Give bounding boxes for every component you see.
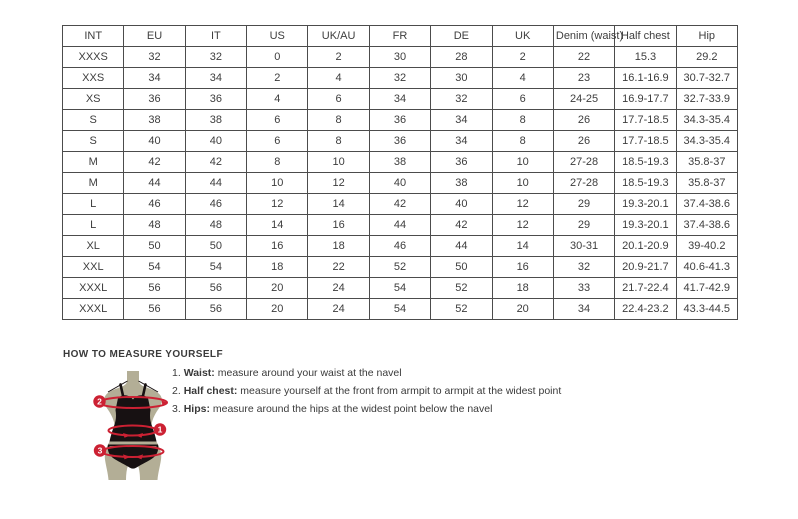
table-cell: 4 xyxy=(247,89,308,110)
table-cell: 27-28 xyxy=(553,173,614,194)
table-cell: 16.9-17.7 xyxy=(615,89,676,110)
measurement-figure xyxy=(84,371,184,483)
size-table-head xyxy=(63,26,738,47)
table-cell: 41.7-42.9 xyxy=(676,278,737,299)
table-cell: 6 xyxy=(492,89,553,110)
column-header: IT xyxy=(185,26,246,47)
table-header-row xyxy=(63,26,738,47)
column-header: FR xyxy=(369,26,430,47)
table-cell: 24 xyxy=(308,278,369,299)
table-cell: 34 xyxy=(431,131,492,152)
table-cell: 34 xyxy=(431,110,492,131)
measure-step xyxy=(172,368,561,379)
table-cell: 40 xyxy=(369,173,430,194)
table-cell: 30.7-32.7 xyxy=(676,68,737,89)
size-table-body xyxy=(63,47,738,320)
table-cell: S xyxy=(63,110,124,131)
table-cell: 36 xyxy=(185,89,246,110)
table-cell: 36 xyxy=(124,89,185,110)
mannequin-illustration xyxy=(84,371,184,483)
table-cell: 2 xyxy=(247,68,308,89)
table-row xyxy=(63,110,738,131)
table-cell: XXL xyxy=(63,257,124,278)
table-row xyxy=(63,152,738,173)
column-header: UK/AU xyxy=(308,26,369,47)
table-cell: 22.4-23.2 xyxy=(615,299,676,320)
step-number: 1. xyxy=(172,367,184,379)
table-cell: XL xyxy=(63,236,124,257)
table-cell: 38 xyxy=(369,152,430,173)
table-cell: 54 xyxy=(124,257,185,278)
table-cell: XS xyxy=(63,89,124,110)
table-cell: 16 xyxy=(492,257,553,278)
table-cell: 2 xyxy=(492,47,553,68)
table-cell: 33 xyxy=(553,278,614,299)
table-cell: 54 xyxy=(369,278,430,299)
table-cell: 32 xyxy=(185,47,246,68)
table-cell: 40.6-41.3 xyxy=(676,257,737,278)
table-cell: 32 xyxy=(553,257,614,278)
table-cell: 6 xyxy=(247,131,308,152)
table-cell: 10 xyxy=(492,173,553,194)
table-cell: 28 xyxy=(431,47,492,68)
table-cell: 48 xyxy=(124,215,185,236)
hips-badge-number: 3 xyxy=(97,445,103,456)
table-cell: 16 xyxy=(247,236,308,257)
table-cell: 34.3-35.4 xyxy=(676,131,737,152)
table-cell: 50 xyxy=(431,257,492,278)
table-cell: 14 xyxy=(247,215,308,236)
table-cell: 8 xyxy=(308,131,369,152)
table-cell: 20.1-20.9 xyxy=(615,236,676,257)
table-cell: 34 xyxy=(553,299,614,320)
table-cell: 30 xyxy=(431,68,492,89)
chest-badge xyxy=(93,395,105,407)
table-cell: 37.4-38.6 xyxy=(676,194,737,215)
column-header: UK xyxy=(492,26,553,47)
table-cell: 29 xyxy=(553,215,614,236)
table-cell: 38 xyxy=(185,110,246,131)
table-cell: 34.3-35.4 xyxy=(676,110,737,131)
table-cell: 17.7-18.5 xyxy=(615,131,676,152)
waist-badge xyxy=(154,423,166,435)
table-cell: 27-28 xyxy=(553,152,614,173)
measure-step xyxy=(172,386,561,397)
column-header: Hip xyxy=(676,26,737,47)
table-row xyxy=(63,299,738,320)
table-cell: 52 xyxy=(431,299,492,320)
table-cell: 20 xyxy=(492,299,553,320)
table-cell: 40 xyxy=(124,131,185,152)
column-header: INT xyxy=(63,26,124,47)
table-cell: 22 xyxy=(308,257,369,278)
table-cell: 35.8-37 xyxy=(676,152,737,173)
table-cell: 2 xyxy=(308,47,369,68)
table-cell: 29 xyxy=(553,194,614,215)
table-cell: M xyxy=(63,152,124,173)
table-cell: 18 xyxy=(492,278,553,299)
table-cell: 29.2 xyxy=(676,47,737,68)
table-cell: 0 xyxy=(247,47,308,68)
table-cell: 26 xyxy=(553,110,614,131)
table-cell: XXXL xyxy=(63,299,124,320)
table-cell: 14 xyxy=(492,236,553,257)
table-cell: 52 xyxy=(369,257,430,278)
table-cell: 12 xyxy=(492,194,553,215)
table-row xyxy=(63,89,738,110)
table-cell: 40 xyxy=(185,131,246,152)
step-label: Half chest: xyxy=(183,385,238,397)
table-cell: 8 xyxy=(492,131,553,152)
step-number: 2. xyxy=(172,385,184,397)
table-cell: 56 xyxy=(185,299,246,320)
table-cell: 23 xyxy=(553,68,614,89)
table-cell: 32 xyxy=(431,89,492,110)
table-cell: 56 xyxy=(124,299,185,320)
table-row xyxy=(63,173,738,194)
table-cell: 52 xyxy=(431,278,492,299)
table-cell: 44 xyxy=(369,215,430,236)
table-cell: 56 xyxy=(185,278,246,299)
table-cell: 46 xyxy=(124,194,185,215)
table-cell: 18.5-19.3 xyxy=(615,152,676,173)
measure-step xyxy=(172,404,561,415)
waist-badge-number: 1 xyxy=(157,424,163,435)
table-cell: 34 xyxy=(369,89,430,110)
table-cell: 20 xyxy=(247,278,308,299)
table-cell: XXS xyxy=(63,68,124,89)
table-cell: XXXS xyxy=(63,47,124,68)
how-to-measure-title: HOW TO MEASURE YOURSELF xyxy=(63,349,223,360)
table-cell: 42 xyxy=(185,152,246,173)
table-row xyxy=(63,68,738,89)
table-cell: 40 xyxy=(431,194,492,215)
table-cell: 39-40.2 xyxy=(676,236,737,257)
table-cell: 32 xyxy=(124,47,185,68)
column-header: Half chest xyxy=(615,26,676,47)
table-cell: 34 xyxy=(185,68,246,89)
table-row xyxy=(63,194,738,215)
table-cell: 8 xyxy=(492,110,553,131)
table-cell: 15.3 xyxy=(615,47,676,68)
table-cell: 32.7-33.9 xyxy=(676,89,737,110)
table-cell: L xyxy=(63,194,124,215)
table-cell: 12 xyxy=(492,215,553,236)
table-cell: M xyxy=(63,173,124,194)
table-cell: 10 xyxy=(308,152,369,173)
table-cell: 42 xyxy=(369,194,430,215)
table-row xyxy=(63,236,738,257)
table-cell: 37.4-38.6 xyxy=(676,215,737,236)
table-cell: 19.3-20.1 xyxy=(615,194,676,215)
table-cell: 44 xyxy=(185,173,246,194)
measure-steps-list xyxy=(172,368,561,422)
step-label: Waist: xyxy=(183,367,215,379)
table-cell: 12 xyxy=(247,194,308,215)
table-cell: 54 xyxy=(185,257,246,278)
chest-badge-number: 2 xyxy=(97,396,102,407)
table-cell: 4 xyxy=(308,68,369,89)
table-cell: 18.5-19.3 xyxy=(615,173,676,194)
table-cell: 26 xyxy=(553,131,614,152)
size-chart-table xyxy=(62,25,738,320)
table-cell: 36 xyxy=(369,110,430,131)
table-cell: XXXL xyxy=(63,278,124,299)
table-cell: 42 xyxy=(124,152,185,173)
step-text: measure yourself at the front from armpit to armpit at the widest point xyxy=(237,385,562,397)
step-text: measure around your waist at the navel xyxy=(214,367,402,379)
table-cell: 38 xyxy=(431,173,492,194)
table-cell: 30 xyxy=(369,47,430,68)
table-cell: 48 xyxy=(185,215,246,236)
table-cell: 44 xyxy=(124,173,185,194)
table-cell: L xyxy=(63,215,124,236)
table-cell: 38 xyxy=(124,110,185,131)
table-cell: 46 xyxy=(185,194,246,215)
table-cell: 4 xyxy=(492,68,553,89)
column-header: EU xyxy=(124,26,185,47)
table-cell: 46 xyxy=(369,236,430,257)
table-cell: 6 xyxy=(247,110,308,131)
step-label: Hips: xyxy=(183,403,210,415)
table-cell: 14 xyxy=(308,194,369,215)
table-cell: 44 xyxy=(431,236,492,257)
table-cell: 19.3-20.1 xyxy=(615,215,676,236)
column-header: Denim (waist) xyxy=(553,26,614,47)
table-cell: 36 xyxy=(431,152,492,173)
table-cell: 50 xyxy=(124,236,185,257)
table-cell: 54 xyxy=(369,299,430,320)
step-text: measure around the hips at the widest point below the navel xyxy=(209,403,493,415)
table-cell: 24 xyxy=(308,299,369,320)
table-cell: 20.9-21.7 xyxy=(615,257,676,278)
table-row xyxy=(63,215,738,236)
table-row xyxy=(63,278,738,299)
table-cell: 18 xyxy=(308,236,369,257)
step-number: 3. xyxy=(172,403,184,415)
table-row xyxy=(63,131,738,152)
table-row xyxy=(63,47,738,68)
table-cell: 43.3-44.5 xyxy=(676,299,737,320)
table-cell: 35.8-37 xyxy=(676,173,737,194)
table-cell: 8 xyxy=(308,110,369,131)
table-cell: 10 xyxy=(247,173,308,194)
hips-badge xyxy=(94,444,106,456)
table-cell: 18 xyxy=(247,257,308,278)
table-cell: 6 xyxy=(308,89,369,110)
table-cell: 32 xyxy=(369,68,430,89)
table-cell: S xyxy=(63,131,124,152)
table-cell: 21.7-22.4 xyxy=(615,278,676,299)
table-cell: 12 xyxy=(308,173,369,194)
table-cell: 20 xyxy=(247,299,308,320)
table-cell: 8 xyxy=(247,152,308,173)
table-cell: 10 xyxy=(492,152,553,173)
table-row xyxy=(63,257,738,278)
table-cell: 42 xyxy=(431,215,492,236)
table-cell: 22 xyxy=(553,47,614,68)
table-cell: 24-25 xyxy=(553,89,614,110)
table-cell: 16 xyxy=(308,215,369,236)
table-cell: 36 xyxy=(369,131,430,152)
column-header: DE xyxy=(431,26,492,47)
column-header: US xyxy=(247,26,308,47)
table-cell: 34 xyxy=(124,68,185,89)
table-cell: 56 xyxy=(124,278,185,299)
table-cell: 16.1-16.9 xyxy=(615,68,676,89)
table-cell: 50 xyxy=(185,236,246,257)
table-cell: 30-31 xyxy=(553,236,614,257)
table-cell: 17.7-18.5 xyxy=(615,110,676,131)
